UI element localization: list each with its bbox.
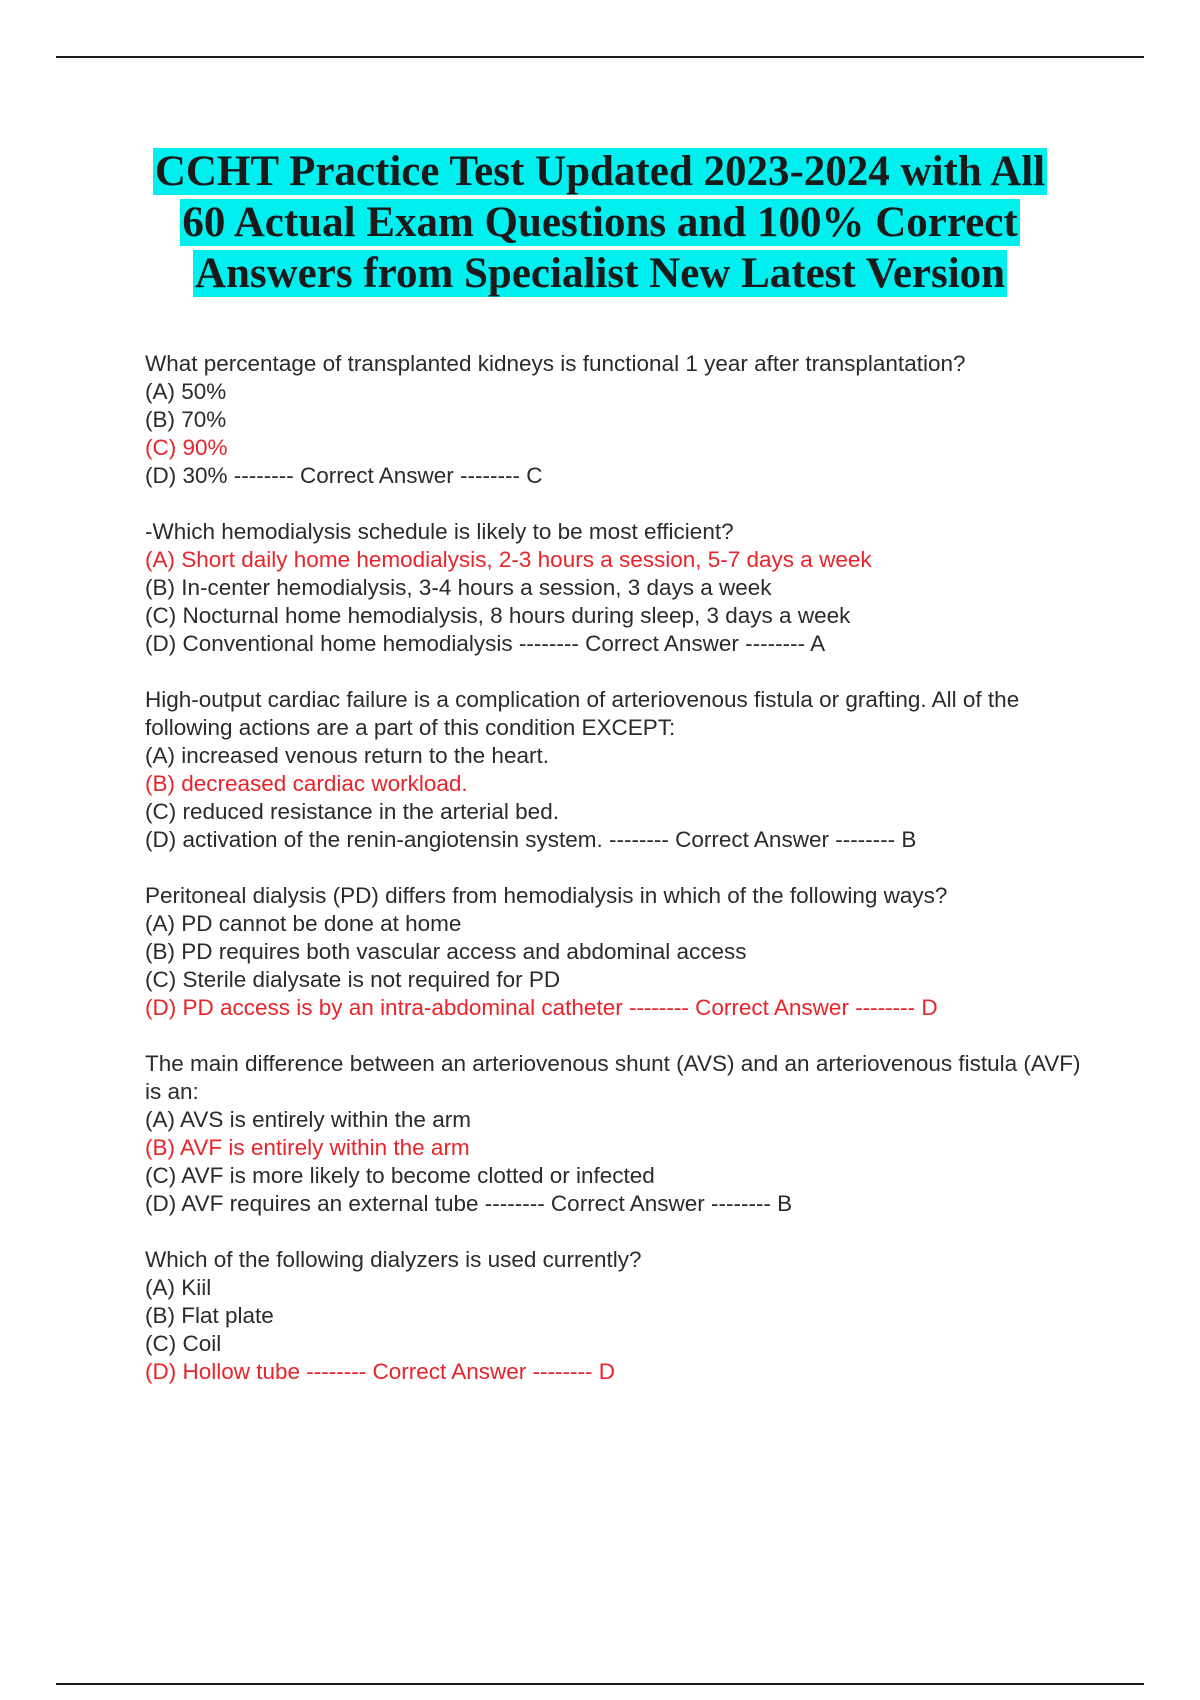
title-line-1: CCHT Practice Test Updated 2023-2024 with All: [154, 148, 1046, 195]
option-a: (A) increased venous return to the heart.: [145, 743, 549, 768]
option-b: (B) 70%: [145, 407, 227, 432]
option-b: (B) AVF is entirely within the arm: [145, 1135, 470, 1160]
option-b: (B) Flat plate: [145, 1303, 274, 1328]
option-a: (A) PD cannot be done at home: [145, 911, 462, 936]
option-c: (C) Sterile dialysate is not required for PD: [145, 967, 561, 992]
question-4: [145, 882, 1100, 1022]
title-line-2: 60 Actual Exam Questions and 100% Correct: [182, 199, 1018, 246]
option-a: (A) Short daily home hemodialysis, 2-3 hours a session, 5-7 days a week: [145, 547, 872, 572]
question-text: Which of the following dialyzers is used currently?: [145, 1247, 642, 1272]
option-a: (A) Kiil: [145, 1275, 212, 1300]
option-d: (D) Hollow tube -------- Correct Answer -------- D: [145, 1359, 615, 1384]
option-c: (C) 90%: [145, 435, 228, 460]
question-text: High-output cardiac failure is a complication of arteriovenous fistula or grafting. All of the following actions are a part of this condition EXCEPT:: [145, 687, 1026, 740]
question-text: The main difference between an arteriovenous shunt (AVS) and an arteriovenous fistula (AVF) is an:: [145, 1051, 1087, 1104]
title-line-3: Answers from Specialist New Latest Version: [194, 250, 1006, 297]
question-2: [145, 518, 1100, 658]
option-c: (C) Nocturnal home hemodialysis, 8 hours during sleep, 3 days a week: [145, 603, 851, 628]
option-c: (C) AVF is more likely to become clotted or infected: [145, 1163, 655, 1188]
option-d: (D) 30% -------- Correct Answer -------- C: [145, 463, 543, 488]
option-d: (D) activation of the renin-angiotensin system. -------- Correct Answer -------- B: [145, 827, 917, 852]
question-text: Peritoneal dialysis (PD) differs from hemodialysis in which of the following ways?: [145, 883, 948, 908]
question-text: What percentage of transplanted kidneys is functional 1 year after transplantation?: [145, 351, 966, 376]
option-b: (B) PD requires both vascular access and abdominal access: [145, 939, 747, 964]
option-c: (C) Coil: [145, 1331, 222, 1356]
document-title: [100, 146, 1100, 299]
question-5: [145, 1050, 1100, 1218]
question-list: [145, 350, 1100, 1414]
option-a: (A) AVS is entirely within the arm: [145, 1107, 471, 1132]
option-a: (A) 50%: [145, 379, 227, 404]
option-d: (D) PD access is by an intra-abdominal catheter -------- Correct Answer -------- D: [145, 995, 938, 1020]
question-1: [145, 350, 1100, 490]
option-b: (B) In-center hemodialysis, 3-4 hours a session, 3 days a week: [145, 575, 772, 600]
top-divider: [56, 56, 1144, 58]
question-3: [145, 686, 1100, 854]
option-c: (C) reduced resistance in the arterial bed.: [145, 799, 559, 824]
question-text: -Which hemodialysis schedule is likely to be most efficient?: [145, 519, 734, 544]
bottom-divider: [56, 1683, 1144, 1685]
option-d: (D) AVF requires an external tube -------- Correct Answer -------- B: [145, 1191, 793, 1216]
option-d: (D) Conventional home hemodialysis -------- Correct Answer -------- A: [145, 631, 826, 656]
option-b: (B) decreased cardiac workload.: [145, 771, 468, 796]
question-6: [145, 1246, 1100, 1386]
